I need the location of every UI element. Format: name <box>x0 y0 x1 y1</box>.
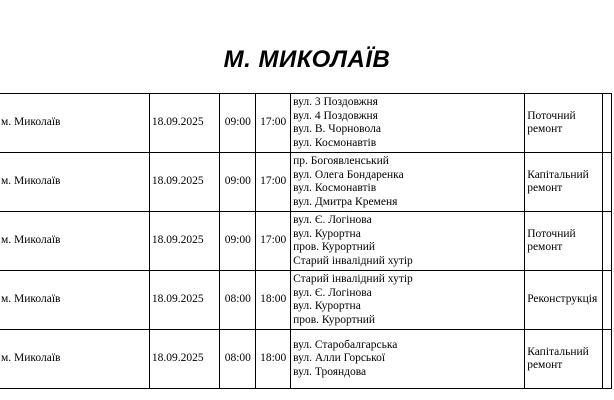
street-line: пров. Курортний <box>293 313 376 326</box>
edge-cell <box>603 153 612 212</box>
street-line: вул. Старобалгарська <box>293 338 398 351</box>
time-to-cell: 18:00 <box>256 330 291 389</box>
work-type-line: Поточний <box>527 109 576 122</box>
street-line: вул. Курортна <box>293 227 361 240</box>
edge-cell <box>603 94 612 153</box>
city-cell: м. Миколаїв <box>0 94 149 153</box>
time-from-cell: 09:00 <box>220 212 256 271</box>
street-line: пр. Богоявленський <box>293 155 389 167</box>
street-line: Старий інвалідний хутір <box>293 273 413 285</box>
street-line: вул. Трояндова <box>293 365 367 378</box>
street-line: пров. Курортний <box>293 241 376 253</box>
page-title: М. МИКОЛАЇВ <box>223 46 391 73</box>
table-row <box>0 271 612 330</box>
street-line: вул. 4 Поздовжня <box>293 109 378 122</box>
street-line: вул. Космонавтів <box>293 136 377 149</box>
street-line: вул. Космонавтів <box>293 182 377 194</box>
table-row <box>0 330 612 389</box>
city-cell: м. Миколаїв <box>0 212 149 271</box>
work-type-line: ремонт <box>527 359 563 371</box>
date-cell: 18.09.2025 <box>149 330 220 389</box>
street-line: Старий інвалідний хутір <box>293 254 413 267</box>
work-type-cell <box>525 271 603 330</box>
table-row <box>0 153 612 212</box>
work-type-line: Реконструкція <box>527 293 598 306</box>
streets-cell <box>291 330 525 389</box>
work-type-line: ремонт <box>527 123 563 135</box>
table-row <box>0 94 612 153</box>
time-to-cell: 18:00 <box>256 271 291 330</box>
edge-cell <box>603 330 612 389</box>
date-cell: 18.09.2025 <box>149 271 220 330</box>
work-type-cell <box>525 153 603 212</box>
work-type-cell <box>525 94 603 153</box>
work-type-line: Капітальний <box>527 168 589 181</box>
street-line: вул. Є. Логінова <box>293 214 372 226</box>
streets-cell <box>291 94 525 153</box>
street-line: вул. Олега Бондаренка <box>293 168 404 181</box>
work-type-line: Капітальний <box>527 345 589 358</box>
street-line: вул. В. Чорновола <box>293 123 381 135</box>
work-type-line: ремонт <box>527 182 563 194</box>
street-line: вул. Алли Горської <box>293 352 386 365</box>
city-cell: м. Миколаїв <box>0 153 149 212</box>
streets-cell <box>291 212 525 271</box>
work-type-cell <box>525 212 603 271</box>
street-line: вул. Курортна <box>293 300 361 312</box>
street-line: вул. Дмитра Кременя <box>293 195 398 208</box>
table-row <box>0 212 612 271</box>
work-type-line: Поточний <box>527 227 576 240</box>
city-cell: м. Миколаїв <box>0 271 149 330</box>
streets-cell <box>291 271 525 330</box>
streets-cell <box>291 153 525 212</box>
street-line: вул. Є. Логінова <box>293 286 372 299</box>
edge-cell <box>603 212 612 271</box>
time-to-cell: 17:00 <box>256 94 291 153</box>
time-to-cell: 17:00 <box>256 212 291 271</box>
time-from-cell: 08:00 <box>220 330 256 389</box>
date-cell: 18.09.2025 <box>149 153 220 212</box>
time-from-cell: 09:00 <box>220 153 256 212</box>
date-cell: 18.09.2025 <box>149 94 220 153</box>
edge-cell <box>603 271 612 330</box>
work-type-cell <box>525 330 603 389</box>
time-to-cell: 17:00 <box>256 153 291 212</box>
street-line: вул. 3 Поздовжня <box>293 96 378 108</box>
time-from-cell: 08:00 <box>220 271 256 330</box>
date-cell: 18.09.2025 <box>149 212 220 271</box>
work-type-line: ремонт <box>527 241 563 253</box>
city-cell: м. Миколаїв <box>0 330 149 389</box>
time-from-cell: 09:00 <box>220 94 256 153</box>
outage-schedule-table <box>0 93 612 389</box>
